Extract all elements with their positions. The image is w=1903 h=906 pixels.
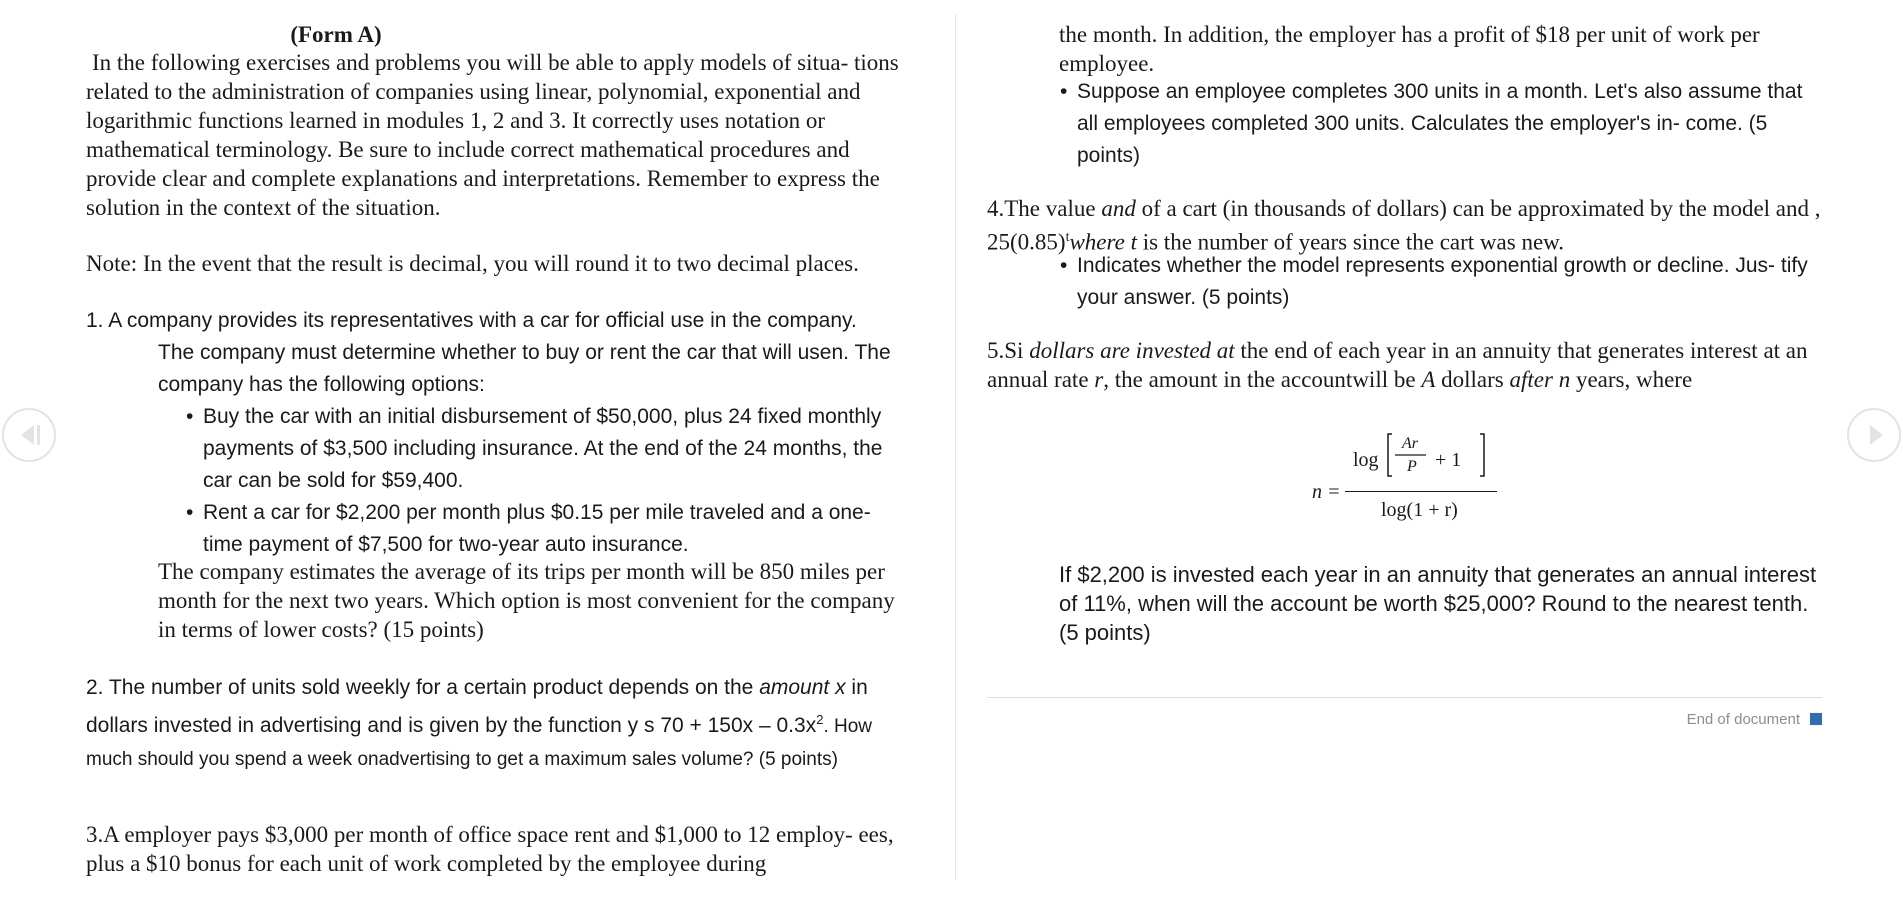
question-1-closing: The company estimates the average of its trips per month will be 850 miles per month for the next two years. Which option is most convenient for the company in terms of lower costs? (15 points) [158, 559, 895, 642]
question-5-question: If $2,200 is invested each year in an annuity that generates an annual interest of 11%, when will the account be worth $25,000? Round to the nearest tenth. (5 points) [1059, 562, 1817, 645]
formula-frac-numerator: Ar [1402, 435, 1418, 452]
annuity-formula [987, 430, 1822, 530]
next-page-arrow-icon[interactable] [1847, 408, 1901, 462]
question-4-where: where t [1069, 229, 1137, 255]
question-1-text: The company must determine whether to buy or rent the car that will usen. The company has the following options: [158, 341, 891, 396]
end-of-document-label: End of document [1686, 711, 1800, 728]
question-2-exponent: 2 [816, 712, 824, 727]
question-5-italic-1: dollars are invested at [1029, 338, 1235, 363]
intro-paragraph: In the following exercises and problems you will be able to apply models of situa- tions related to the administration of companies using linear, polynomial, exponential and logarithmic functions learned in modules 1, 2 and 3. It correctly uses notation or mathematical terminology. Be sure to include correct mathematical procedures and provide clear and complete explanations and interpretations. Remember to express the solution in the context of the situation. [86, 50, 899, 220]
left-page [86, 0, 921, 880]
question-2-part-2: in dollars invested in advertising and is given by the function y s 70 + 150x – 0.3x [86, 676, 868, 737]
formula-log: log [1353, 449, 1379, 471]
formula-frac-denominator: P [1407, 458, 1417, 475]
question-2-part-3: . How much should you spend a week onadvertising to get a maximum sales volume? (5 points) [86, 716, 873, 770]
previous-page-arrow-icon[interactable] [2, 408, 56, 462]
question-3-continued: the month. In addition, the employer has a profit of $18 per unit of work per employee. [1059, 22, 1760, 76]
question-5-part-5: years, where [1570, 367, 1693, 392]
question-2-part-1: 2. The number of units sold weekly for a certain product depends on the [86, 676, 760, 699]
question-5 [987, 336, 1822, 394]
end-of-document [1687, 711, 1822, 728]
formula-lhs: n = [1312, 481, 1341, 503]
question-1-lead: 1. A company provides its representatives with a car for official use in the company. [86, 309, 857, 332]
question-2-amount: amount x [759, 676, 846, 699]
rounding-note: Note: In the event that the result is decimal, you will round it to two decimal places. [86, 251, 859, 276]
end-marker-icon [1810, 713, 1822, 725]
question-4-exponent: t [1065, 230, 1070, 245]
question-5-rate: r [1094, 367, 1104, 392]
question-5-part-1: 5.Si [987, 338, 1030, 363]
question-4-part-1: 4.The value [987, 196, 1102, 221]
question-3-bullet: • Suppose an employee completes 300 units in a month. Let's also assume that all employees completed 300 units. Calculates the employer's in- come. (5 points) [1077, 76, 1817, 172]
question-4-part-3: is the number of years since the cart was new. [1136, 229, 1565, 255]
page-divider [955, 14, 956, 880]
question-4 [987, 194, 1822, 257]
question-1-option-buy: • Buy the car with an initial disbursement of $50,000, plus 24 fixed monthly payments of $3,500 including insurance. At the end of the 24 months, the car can be sold for $59,400. [203, 401, 915, 497]
page-title: (Form A) [290, 22, 382, 47]
question-5-after: after n [1509, 367, 1571, 392]
formula-plus-one: + 1 [1435, 449, 1462, 471]
question-5-amount: A [1421, 367, 1436, 392]
question-5-part-2: the end of each year in an annuity that generates interest at an annual rate [987, 338, 1808, 392]
formula-fraction-bar [1345, 491, 1497, 492]
question-3-start: 3.A employer pays $3,000 per month of office space rent and $1,000 to 12 employ- ees, plus a $10 bonus for each unit of work completed by the employee during [86, 822, 894, 876]
question-1-option-rent: • Rent a car for $2,200 per month plus $0.15 per mile traveled and a one- time payment of $7,500 for two-year auto insurance. [203, 497, 915, 561]
question-4-and: and [1101, 196, 1136, 221]
formula-numerator [1350, 432, 1490, 478]
question-4-part-2: of a cart (in thousands of dollars) can be approximated by the model and , 25(0.85) [987, 196, 1821, 255]
formula-denominator: log(1 + r) [1381, 499, 1458, 521]
question-5-part-3: , the amount in the accountwill be [1103, 367, 1422, 392]
question-2 [86, 672, 921, 776]
end-divider-line [987, 697, 1822, 698]
question-4-bullet: • Indicates whether the model represents exponential growth or decline. Jus- tify your answer. (5 points) [1077, 250, 1817, 314]
question-5-part-4: dollars [1435, 367, 1510, 392]
right-page [987, 0, 1822, 880]
